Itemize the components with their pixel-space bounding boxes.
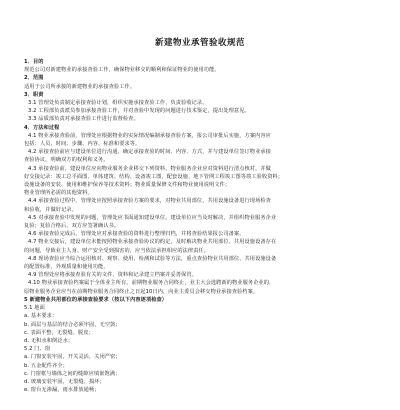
body-text-line: 4.1 物业承接查验前，管理处应根据物业的实际情况编制承接查验方案，报公司审批后实施，方案内容应 (28, 132, 271, 139)
section-heading: 5 新建物业共用部位的承接查验要求（按以下内容逐项检查） (24, 296, 168, 303)
body-text-line: a. 基本要求： (24, 313, 58, 320)
body-text-line: 4.3 承接查验前，建设单位应向物业服务企业移交下列资料，物业服务企业应对资料进行清点核对，并做 (28, 165, 271, 172)
body-text-line: c. 门窗框与墙体之间的缝隙应填嵌饱满； (24, 370, 121, 377)
body-text-line: b. 面层与基层的结合必须牢固，无空鼓； (24, 321, 121, 328)
body-text-line: 和验收，并做好记录。 (24, 206, 77, 213)
body-text-line: 的配置标准、外观质量和使用功能。 (24, 264, 109, 271)
body-text-line: 4.8 现场查验应当综合运用核对、观察、使用、检测和试验等方法，重点查验物业共用部位、共用设施设备 (28, 255, 277, 262)
body-text-line: c. 表面平整，无裂缝、脱皮； (24, 329, 94, 336)
body-text-line: 规范公司对新建物业的承接查验工作，确保物业移交的顺利和保证物业的使用功能。 (24, 67, 220, 74)
document-body (24, 58, 376, 394)
body-text-line: 4.2 承接查验前应与建设单位进行沟通，确定承接查验的时间、内容、方式，并与建设单位签订物业承接 (28, 149, 271, 156)
section-heading: 1．目的 (24, 59, 44, 65)
body-text-line: 复验；复验合格后，双方应签署确认书。 (24, 223, 120, 230)
body-text-line: 4.6 承接查验完成后，管理处应对承接查验的资料进行整理归档，并将查验结果报公司备案。 (28, 231, 245, 238)
body-text-line: 3.3 品质部负责对承接查验工作进行监督检查。 (28, 116, 139, 123)
body-text-line: 原物业服务企业应当在前期物业服务合同终止之日起10日内，向业主委员会移交物业承接查验档案。 (24, 288, 259, 295)
body-text-line: 查验协议，明确双方的权利和义务。 (24, 157, 109, 164)
body-text-line: 4.5 对承接查验中发现的问题，管理处应书面通知建设单位，建设单位应当及时解决，并组织物业服务企业 (28, 214, 277, 221)
section-heading: 4．方法和过程 (24, 124, 60, 131)
section-heading: 3．职责 (24, 91, 44, 98)
body-text-line: 4.9 管理处应将承接查验有关的文件、资料和记录建立档案并妥善保管。 (28, 272, 197, 279)
body-text-line: 4.4 承接查验过程中，管理处应按照承接查验方案的要求，对物业共用部位、共用设施设备进行现场检查 (28, 198, 271, 205)
body-text-line: a. 门窗安装牢固，开关灵活，关闭严密； (24, 354, 121, 361)
body-text-line: e. 窗台无渗漏，雨水排放通畅； (24, 387, 100, 394)
body-text-line: 的问题，导致业主人身、财产安全受到损害的，应当依法承担相应的法律责任。 (24, 247, 210, 254)
body-text-line: d. 玻璃安装牢固，无裂缝、损坏； (24, 378, 105, 385)
body-text-line: 3.1 管理处负责制定承接查验计划，组织实施承接查验工作，负责验收记录。 (28, 100, 208, 107)
body-text-line: 5.1 地面 (24, 305, 45, 312)
body-text-line: d. 无积水和倒泛水； (24, 337, 74, 344)
body-text-line: 适用于公司所承接的新建物业的承接查验工作。 (24, 83, 136, 90)
body-text-line: 设施设备的安装、使用和维护保养等技术资料；物业质量保修文件和物业使用说明文件； (24, 182, 231, 189)
body-text-line: 物业管理所必需的其他资料。 (24, 190, 93, 197)
body-text-line: 5.2 门、窗 (24, 346, 51, 353)
body-text-line: 4.10 物业承接查验档案属于全体业主所有，前期物业服务合同终止，业主大会选聘新的物业服务企业的， (28, 280, 275, 287)
body-text-line: 3.2 工程部负责派员参加承接查验工作，并对查验中发现的问题进行技术鉴定，提出处理意见。 (28, 108, 250, 115)
body-text-line: 4.7 物业交接后，建设单位未能按照物业承接查验协议的约定，及时解决物业共用部位、共用设施设备存在 (28, 239, 277, 246)
body-text-line: 包括：人员、时间、步骤、内容、标准和要求等。 (24, 141, 141, 148)
document-title: 新建物业承管验收规范 (154, 38, 245, 48)
body-text-line: b. 五金配件齐全； (24, 362, 68, 369)
body-text-line: 好交接记录：竣工总平面图、单体建筑、结构、设备竣工图、配套设施、地下管网工程竣工图等竣工验收资料； (24, 173, 284, 180)
section-heading: 2．范围 (24, 75, 44, 82)
